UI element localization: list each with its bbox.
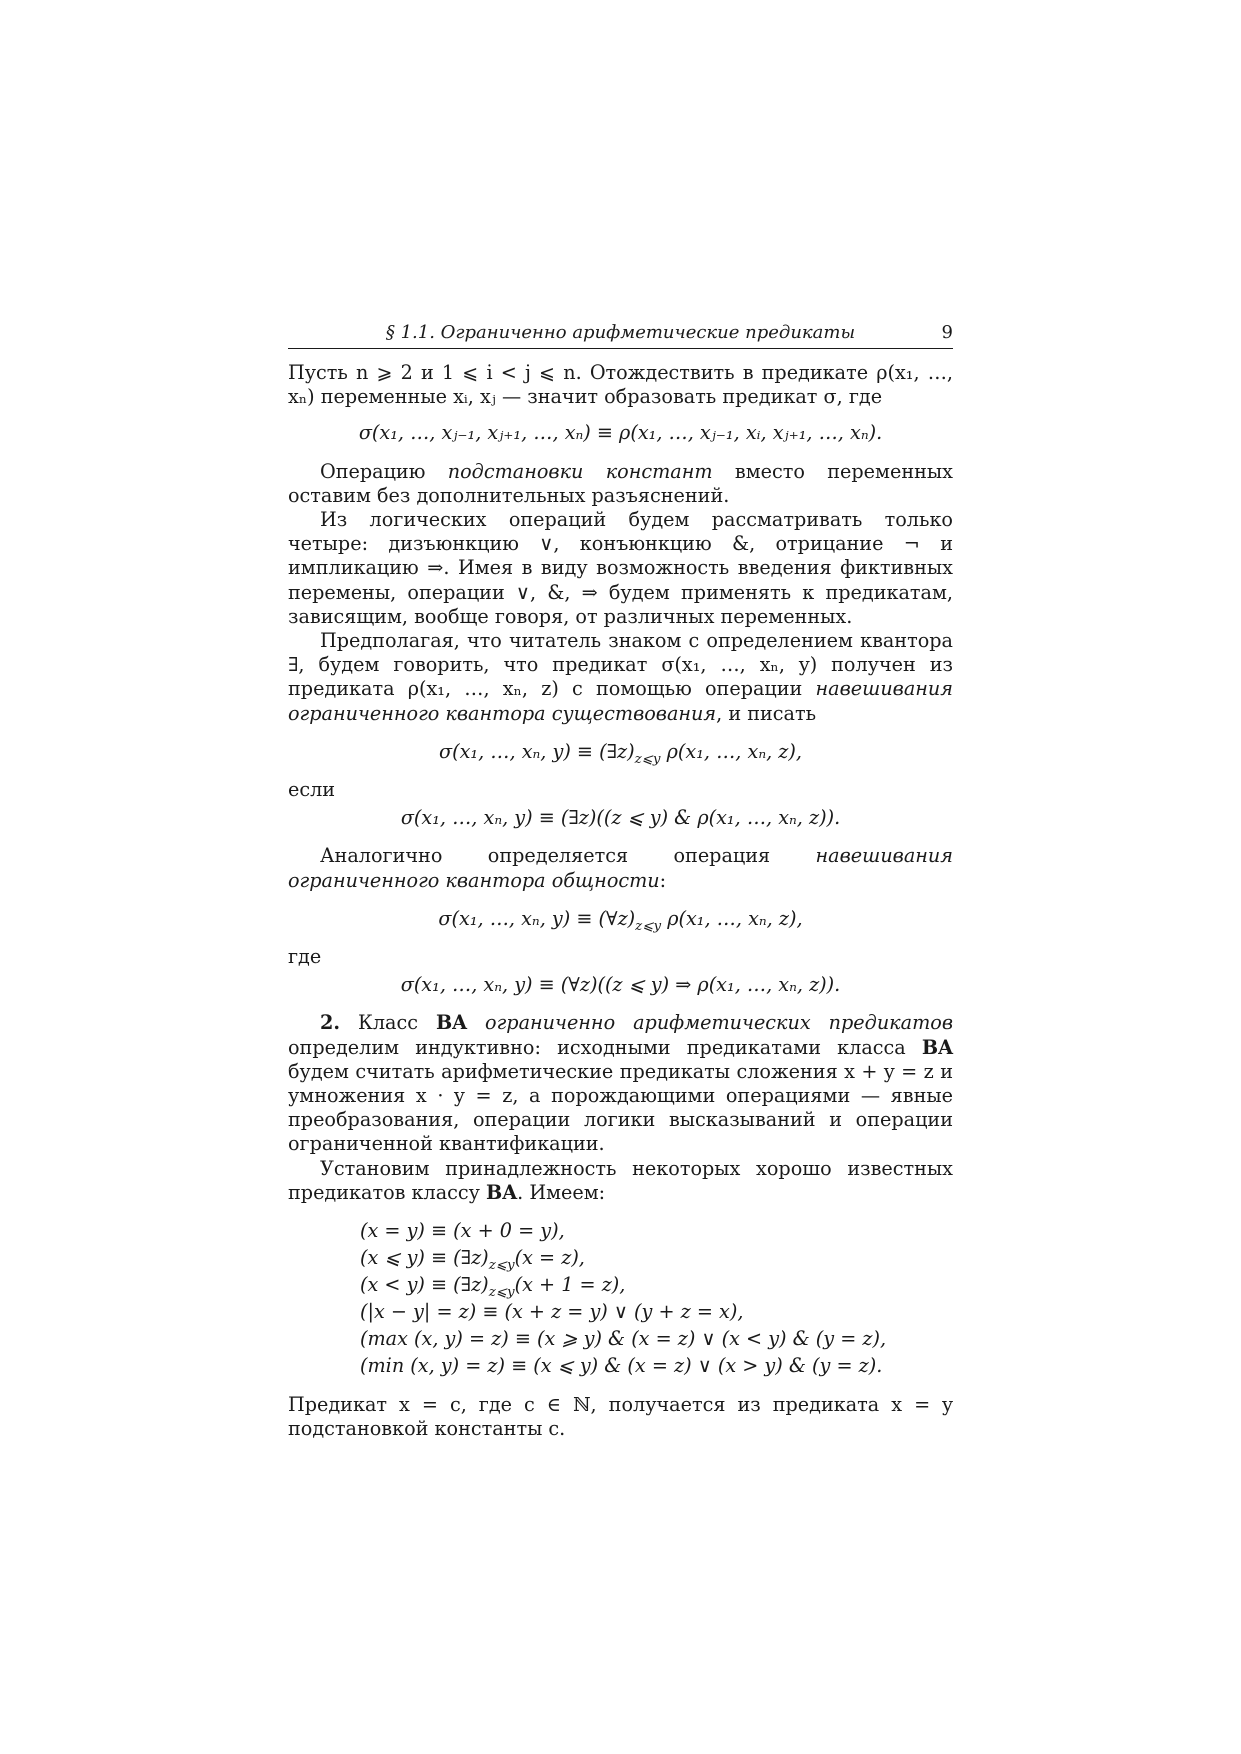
- text-run: Предполагая, что читатель знаком с определением квантора ∃, будем говорить, что предикат σ(x₁, …, xₙ, y) получен из предиката ρ(x₁, …, xₙ, z) с помощью операции: [288, 629, 953, 701]
- section-number: 2.: [320, 1011, 341, 1035]
- formula-line: (min (x, y) = z) ≡ (x ⩽ y) & (x = z) ∨ (x > y) & (y = z).: [360, 1354, 883, 1378]
- paragraph-logic-ops: Из логических операций будем рассматривать только четыре: дизъюнкцию ∨, конъюнкцию &, отрицание ¬ и импликацию ⇒. Имея в виду возможность введения фиктивных перемены, операции ∨, &, ⇒ будем применять к предикатам, зависящим, вообще говоря, от различных переменных.: [288, 508, 953, 628]
- paragraph-class-ba: [288, 1011, 953, 1156]
- running-header: [288, 320, 953, 349]
- formula-line: $(x < y) \equiv (\exists z)_{z⩽y}(x + 1 = z)$,: [360, 1273, 626, 1300]
- running-title: § 1.1. Ограниченно арифметические предикаты: [385, 322, 856, 343]
- formula-line: (max (x, y) = z) ≡ (x ⩾ y) & (x = z) ∨ (x < y) & (y = z),: [360, 1327, 887, 1351]
- subscript: z⩽y: [634, 751, 661, 767]
- text-run: :: [659, 868, 667, 892]
- paragraph-exists-quantifier: [288, 629, 953, 726]
- subscript: z⩽y: [488, 1284, 515, 1300]
- formula-bounded-exists: σ(x₁, …, xₙ, $y) \equiv (\exists z)_{z⩽y}$ ρ(x₁, …, xₙ, z),: [439, 739, 802, 767]
- formula-list: [360, 1217, 953, 1379]
- class-ba-label: BA: [486, 1180, 518, 1204]
- term-bounded-exists: навешивания ограниченного квантора существования: [288, 677, 953, 725]
- text-run: Установим принадлежность некоторых хорошо известных предикатов классу: [288, 1156, 953, 1204]
- term-bounded-forall: навешивания ограниченного квантора общности: [288, 844, 953, 892]
- text-run: определим индуктивно: исходными предикатами класса: [288, 1035, 922, 1059]
- class-ba-label: BA: [921, 1035, 953, 1059]
- formula-line: (|x − y| = z) ≡ (x + z = y) ∨ (y + z = x),: [360, 1300, 744, 1324]
- text-run: Аналогично определяется операция: [320, 844, 816, 868]
- formula-bounded-forall: σ(x₁, …, xₙ, $y) \equiv (\forall z)_{z⩽y}$ ρ(x₁, …, xₙ, z),: [438, 906, 803, 934]
- text-run: будем считать арифметические предикаты сложения x + y = z и умножения x · y = z, а порождающими операциями — явные преобразования, операции логики высказываний и операции ограниченной квантификации.: [288, 1059, 953, 1156]
- subscript: z⩽y: [635, 918, 662, 934]
- term-bounded-arithmetic: ограниченно арифметических предикатов: [467, 1011, 953, 1035]
- formula-forall-definition: σ(x₁, …, xₙ, y) ≡ (∀z)((z ⩽ y) ⇒ ρ(x₁, …, xₙ, z)).: [400, 973, 841, 997]
- text-run: Класс: [340, 1011, 436, 1035]
- paragraph-identification: Пусть n ⩾ 2 и 1 ⩽ i < j ⩽ n. Отождествить в предикате ρ(x₁, …, xₙ) переменные xᵢ, xⱼ — значит образовать предикат σ, где: [288, 361, 953, 409]
- paragraph-forall-quantifier: [288, 844, 953, 892]
- formula-line: (x = y) ≡ (x + 0 = y),: [360, 1219, 565, 1243]
- text-run: Операцию: [320, 459, 448, 483]
- word-if: если: [288, 778, 336, 802]
- page-number: 9: [941, 322, 953, 343]
- formula-identification: σ(x₁, …, xⱼ₋₁, xⱼ₊₁, …, xₙ) ≡ ρ(x₁, …, xⱼ₋₁, xᵢ, xⱼ₊₁, …, xₙ).: [358, 421, 883, 445]
- class-ba-label: BA: [435, 1011, 468, 1035]
- formula-line: (x ⩽ $y) \equiv (\exists z)_{z⩽y}(x = z)$,: [360, 1246, 585, 1273]
- word-where: где: [288, 945, 322, 969]
- text-run: , и писать: [716, 701, 817, 725]
- paragraph-substitution: [288, 460, 953, 508]
- subscript: z⩽y: [488, 1257, 515, 1273]
- text-run: . Имеем:: [517, 1180, 606, 1204]
- paragraph-constant: Предикат x = c, где c ∈ ℕ, получается из предиката x = y подстановкой константы c.: [288, 1393, 953, 1441]
- term-substitution: подстановки констант: [447, 459, 713, 483]
- page-body: [288, 320, 953, 1442]
- paragraph-membership: [288, 1157, 953, 1205]
- formula-exists-definition: σ(x₁, …, xₙ, y) ≡ (∃z)((z ⩽ y) & ρ(x₁, …, xₙ, z)).: [400, 806, 841, 830]
- text-run: вместо переменных оставим без дополнительных разъяснений.: [288, 459, 953, 507]
